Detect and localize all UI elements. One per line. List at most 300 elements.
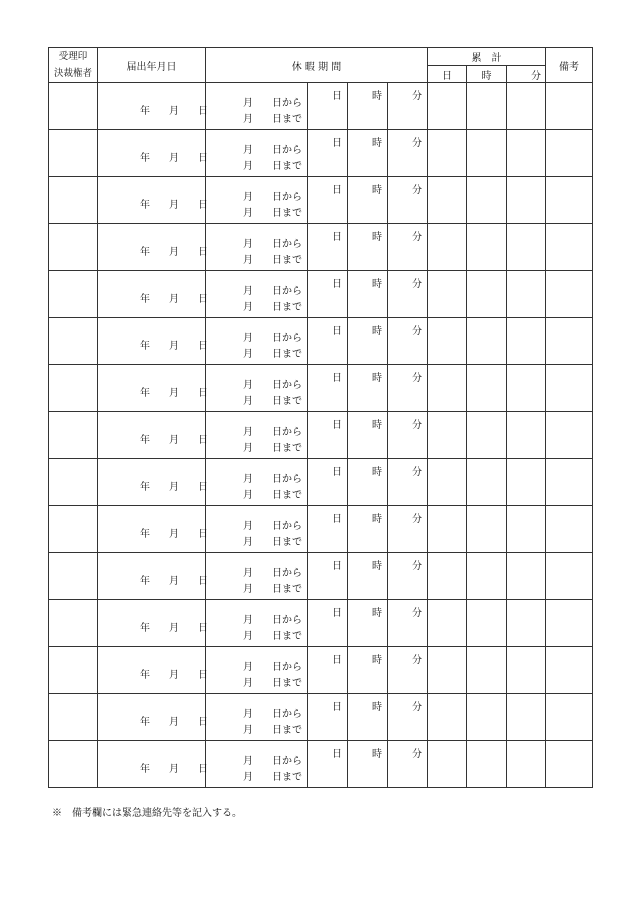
to-month-label: 月 xyxy=(243,631,253,642)
cumulative-hours-cell[interactable] xyxy=(467,506,507,553)
period-minutes-unit: 分 xyxy=(412,185,422,196)
period-minutes-unit: 分 xyxy=(412,749,422,760)
receipt-stamp-cell[interactable] xyxy=(49,741,98,788)
day-label: 日 xyxy=(198,153,208,164)
period-hours-unit: 時 xyxy=(372,514,382,525)
to-day-label: 日まで xyxy=(272,161,302,172)
cumulative-minutes-cell[interactable] xyxy=(507,130,546,177)
from-day-label: 日から xyxy=(272,145,302,156)
period-minutes-cell[interactable] xyxy=(388,365,428,412)
from-day-label: 日から xyxy=(272,521,302,532)
cumulative-hours-cell[interactable] xyxy=(467,741,507,788)
submission-date-cell[interactable] xyxy=(98,741,206,788)
table-row xyxy=(49,694,593,741)
cumulative-hours-cell[interactable] xyxy=(467,224,507,271)
month-label: 月 xyxy=(169,482,179,493)
day-label: 日 xyxy=(198,764,208,775)
leave-period-dates-cell[interactable] xyxy=(206,365,308,412)
submission-date-cell[interactable] xyxy=(98,506,206,553)
table-row xyxy=(49,83,593,130)
from-month-label: 月 xyxy=(243,427,253,438)
day-label: 日 xyxy=(198,576,208,587)
from-month-label: 月 xyxy=(243,286,253,297)
period-minutes-unit: 分 xyxy=(412,138,422,149)
table-row xyxy=(49,224,593,271)
receipt-stamp-cell[interactable] xyxy=(49,177,98,224)
period-hours-unit: 時 xyxy=(372,608,382,619)
to-day-label: 日まで xyxy=(272,537,302,548)
year-label: 年 xyxy=(140,247,150,258)
submission-date-cell[interactable] xyxy=(98,130,206,177)
to-day-label: 日まで xyxy=(272,208,302,219)
year-label: 年 xyxy=(140,576,150,587)
to-month-label: 月 xyxy=(243,584,253,595)
from-month-label: 月 xyxy=(243,521,253,532)
period-hours-cell[interactable] xyxy=(348,130,388,177)
cumulative-hours-cell[interactable] xyxy=(467,83,507,130)
period-days-unit: 日 xyxy=(332,514,342,525)
remarks-cell[interactable] xyxy=(546,694,593,741)
remarks-cell[interactable] xyxy=(546,553,593,600)
table-row xyxy=(49,365,593,412)
cumulative-hours-cell[interactable] xyxy=(467,459,507,506)
period-minutes-cell[interactable] xyxy=(388,130,428,177)
to-month-label: 月 xyxy=(243,725,253,736)
period-days-unit: 日 xyxy=(332,749,342,760)
period-hours-unit: 時 xyxy=(372,185,382,196)
period-days-unit: 日 xyxy=(332,561,342,572)
period-hours-cell[interactable] xyxy=(348,224,388,271)
cumulative-hours-cell[interactable] xyxy=(467,412,507,459)
receipt-stamp-cell[interactable] xyxy=(49,271,98,318)
remarks-header: 備考 xyxy=(546,48,593,83)
period-hours-unit: 時 xyxy=(372,91,382,102)
to-month-label: 月 xyxy=(243,302,253,313)
period-days-cell[interactable] xyxy=(308,83,348,130)
table-body xyxy=(49,48,593,788)
remarks-cell[interactable] xyxy=(546,83,593,130)
remarks-cell[interactable] xyxy=(546,224,593,271)
to-day-label: 日まで xyxy=(272,396,302,407)
cumulative-minutes-cell[interactable] xyxy=(507,600,546,647)
month-label: 月 xyxy=(169,388,179,399)
leave-period-dates-cell[interactable] xyxy=(206,412,308,459)
submission-date-cell[interactable] xyxy=(98,553,206,600)
from-day-label: 日から xyxy=(272,709,302,720)
receipt-stamp-cell[interactable] xyxy=(49,83,98,130)
to-day-label: 日まで xyxy=(272,678,302,689)
cumulative-days-cell[interactable] xyxy=(428,412,467,459)
period-hours-unit: 時 xyxy=(372,138,382,149)
submission-date-cell[interactable] xyxy=(98,694,206,741)
to-day-label: 日まで xyxy=(272,772,302,783)
table-row xyxy=(49,318,593,365)
receipt-approver-header xyxy=(49,48,98,83)
period-hours-cell[interactable] xyxy=(348,741,388,788)
period-hours-cell[interactable] xyxy=(348,318,388,365)
period-minutes-unit: 分 xyxy=(412,420,422,431)
period-hours-unit: 時 xyxy=(372,655,382,666)
submission-date-cell[interactable] xyxy=(98,412,206,459)
receipt-stamp-cell[interactable] xyxy=(49,600,98,647)
leave-record-table xyxy=(48,47,593,788)
from-day-label: 日から xyxy=(272,427,302,438)
to-month-label: 月 xyxy=(243,443,253,454)
cumulative-days-cell[interactable] xyxy=(428,694,467,741)
year-label: 年 xyxy=(140,623,150,634)
from-day-label: 日から xyxy=(272,662,302,673)
receipt-stamp-cell[interactable] xyxy=(49,365,98,412)
day-label: 日 xyxy=(198,247,208,258)
cumulative-minutes-cell[interactable] xyxy=(507,318,546,365)
submission-date-cell[interactable] xyxy=(98,647,206,694)
header-row xyxy=(49,48,593,66)
cumulative-header: 累 計 xyxy=(428,48,546,66)
submission-date-header: 届出年月日 xyxy=(98,48,206,83)
remarks-cell[interactable] xyxy=(546,365,593,412)
period-days-cell[interactable] xyxy=(308,318,348,365)
month-label: 月 xyxy=(169,576,179,587)
remarks-cell[interactable] xyxy=(546,318,593,365)
receipt-stamp-cell[interactable] xyxy=(49,224,98,271)
period-hours-cell[interactable] xyxy=(348,412,388,459)
period-hours-cell[interactable] xyxy=(348,83,388,130)
cumulative-days-cell[interactable] xyxy=(428,647,467,694)
period-minutes-cell[interactable] xyxy=(388,694,428,741)
cumulative-days-cell[interactable] xyxy=(428,130,467,177)
leave-period-dates-cell[interactable] xyxy=(206,741,308,788)
from-day-label: 日から xyxy=(272,192,302,203)
from-month-label: 月 xyxy=(243,615,253,626)
cumulative-hours-cell[interactable] xyxy=(467,271,507,318)
cumulative-day-header: 日 xyxy=(428,66,467,83)
period-minutes-unit: 分 xyxy=(412,373,422,384)
month-label: 月 xyxy=(169,153,179,164)
leave-period-dates-cell[interactable] xyxy=(206,600,308,647)
period-hours-cell[interactable] xyxy=(348,506,388,553)
receipt-stamp-cell[interactable] xyxy=(49,130,98,177)
submission-date-cell[interactable] xyxy=(98,318,206,365)
cumulative-hours-cell[interactable] xyxy=(467,647,507,694)
cumulative-minutes-cell[interactable] xyxy=(507,224,546,271)
cumulative-minutes-cell[interactable] xyxy=(507,412,546,459)
period-minutes-unit: 分 xyxy=(412,514,422,525)
approver-label: 決裁権者 xyxy=(53,68,92,79)
cumulative-hours-cell[interactable] xyxy=(467,694,507,741)
period-hours-unit: 時 xyxy=(372,373,382,384)
year-label: 年 xyxy=(140,435,150,446)
period-days-cell[interactable] xyxy=(308,459,348,506)
cumulative-days-cell[interactable] xyxy=(428,365,467,412)
from-day-label: 日から xyxy=(272,615,302,626)
receipt-stamp-cell[interactable] xyxy=(49,412,98,459)
period-minutes-cell[interactable] xyxy=(388,412,428,459)
cumulative-days-cell[interactable] xyxy=(428,459,467,506)
period-minutes-cell[interactable] xyxy=(388,647,428,694)
remarks-cell[interactable] xyxy=(546,177,593,224)
remarks-cell[interactable] xyxy=(546,741,593,788)
month-label: 月 xyxy=(169,764,179,775)
period-minutes-cell[interactable] xyxy=(388,318,428,365)
month-label: 月 xyxy=(169,717,179,728)
cumulative-hours-cell[interactable] xyxy=(467,365,507,412)
to-day-label: 日まで xyxy=(272,584,302,595)
leave-period-dates-cell[interactable] xyxy=(206,224,308,271)
remarks-cell[interactable] xyxy=(546,506,593,553)
month-label: 月 xyxy=(169,341,179,352)
cumulative-hours-cell[interactable] xyxy=(467,177,507,224)
cumulative-minutes-cell[interactable] xyxy=(507,177,546,224)
period-minutes-unit: 分 xyxy=(412,279,422,290)
to-day-label: 日まで xyxy=(272,725,302,736)
period-minutes-cell[interactable] xyxy=(388,506,428,553)
cumulative-hours-cell[interactable] xyxy=(467,553,507,600)
table-row xyxy=(49,130,593,177)
to-month-label: 月 xyxy=(243,255,253,266)
cumulative-days-cell[interactable] xyxy=(428,318,467,365)
period-days-cell[interactable] xyxy=(308,694,348,741)
cumulative-minutes-cell[interactable] xyxy=(507,694,546,741)
period-hours-unit: 時 xyxy=(372,467,382,478)
from-month-label: 月 xyxy=(243,145,253,156)
leave-period-dates-cell[interactable] xyxy=(206,459,308,506)
period-hours-cell[interactable] xyxy=(348,459,388,506)
cumulative-days-cell[interactable] xyxy=(428,741,467,788)
month-label: 月 xyxy=(169,435,179,446)
cumulative-minutes-cell[interactable] xyxy=(507,647,546,694)
month-label: 月 xyxy=(169,670,179,681)
period-minutes-unit: 分 xyxy=(412,467,422,478)
period-minutes-cell[interactable] xyxy=(388,553,428,600)
cumulative-hours-cell[interactable] xyxy=(467,600,507,647)
month-label: 月 xyxy=(169,200,179,211)
from-day-label: 日から xyxy=(272,333,302,344)
leave-period-dates-cell[interactable] xyxy=(206,553,308,600)
period-minutes-cell[interactable] xyxy=(388,459,428,506)
to-month-label: 月 xyxy=(243,114,253,125)
leave-period-dates-cell[interactable] xyxy=(206,318,308,365)
submission-date-cell[interactable] xyxy=(98,224,206,271)
period-minutes-unit: 分 xyxy=(412,91,422,102)
period-days-cell[interactable] xyxy=(308,506,348,553)
to-month-label: 月 xyxy=(243,349,253,360)
year-label: 年 xyxy=(140,341,150,352)
submission-date-cell[interactable] xyxy=(98,83,206,130)
period-days-cell[interactable] xyxy=(308,647,348,694)
cumulative-minutes-cell[interactable] xyxy=(507,365,546,412)
period-days-cell[interactable] xyxy=(308,130,348,177)
year-label: 年 xyxy=(140,670,150,681)
period-minutes-cell[interactable] xyxy=(388,177,428,224)
period-days-cell[interactable] xyxy=(308,177,348,224)
submission-date-cell[interactable] xyxy=(98,271,206,318)
day-label: 日 xyxy=(198,435,208,446)
period-days-unit: 日 xyxy=(332,91,342,102)
period-minutes-unit: 分 xyxy=(412,326,422,337)
period-days-cell[interactable] xyxy=(308,365,348,412)
cumulative-hour-header: 時 xyxy=(467,66,507,83)
to-day-label: 日まで xyxy=(272,114,302,125)
cumulative-minute-header: 分 xyxy=(507,66,546,83)
to-day-label: 日まで xyxy=(272,255,302,266)
receipt-stamp-cell[interactable] xyxy=(49,553,98,600)
year-label: 年 xyxy=(140,106,150,117)
to-day-label: 日まで xyxy=(272,349,302,360)
period-hours-cell[interactable] xyxy=(348,271,388,318)
day-label: 日 xyxy=(198,717,208,728)
leave-period-dates-cell[interactable] xyxy=(206,506,308,553)
receipt-stamp-cell[interactable] xyxy=(49,694,98,741)
day-label: 日 xyxy=(198,623,208,634)
period-minutes-unit: 分 xyxy=(412,232,422,243)
period-hours-unit: 時 xyxy=(372,326,382,337)
period-days-cell[interactable] xyxy=(308,741,348,788)
month-label: 月 xyxy=(169,294,179,305)
cumulative-minutes-cell[interactable] xyxy=(507,271,546,318)
period-days-unit: 日 xyxy=(332,702,342,713)
cumulative-minutes-cell[interactable] xyxy=(507,83,546,130)
submission-date-cell[interactable] xyxy=(98,365,206,412)
from-month-label: 月 xyxy=(243,380,253,391)
period-minutes-unit: 分 xyxy=(412,655,422,666)
period-minutes-cell[interactable] xyxy=(388,271,428,318)
month-label: 月 xyxy=(169,623,179,634)
cumulative-hours-cell[interactable] xyxy=(467,130,507,177)
leave-period-dates-cell[interactable] xyxy=(206,177,308,224)
period-hours-cell[interactable] xyxy=(348,365,388,412)
leave-period-dates-cell[interactable] xyxy=(206,83,308,130)
from-day-label: 日から xyxy=(272,568,302,579)
day-label: 日 xyxy=(198,294,208,305)
period-days-cell[interactable] xyxy=(308,600,348,647)
remarks-cell[interactable] xyxy=(546,600,593,647)
cumulative-days-cell[interactable] xyxy=(428,600,467,647)
from-day-label: 日から xyxy=(272,380,302,391)
period-hours-unit: 時 xyxy=(372,702,382,713)
period-minutes-cell[interactable] xyxy=(388,224,428,271)
remarks-cell[interactable] xyxy=(546,459,593,506)
period-minutes-unit: 分 xyxy=(412,561,422,572)
remarks-cell[interactable] xyxy=(546,647,593,694)
period-hours-unit: 時 xyxy=(372,279,382,290)
from-month-label: 月 xyxy=(243,662,253,673)
to-month-label: 月 xyxy=(243,678,253,689)
period-hours-cell[interactable] xyxy=(348,600,388,647)
year-label: 年 xyxy=(140,153,150,164)
day-label: 日 xyxy=(198,341,208,352)
period-days-unit: 日 xyxy=(332,467,342,478)
period-hours-cell[interactable] xyxy=(348,553,388,600)
period-days-unit: 日 xyxy=(332,232,342,243)
from-month-label: 月 xyxy=(243,239,253,250)
table-row xyxy=(49,459,593,506)
month-label: 月 xyxy=(169,529,179,540)
submission-date-cell[interactable] xyxy=(98,600,206,647)
year-label: 年 xyxy=(140,764,150,775)
table-row xyxy=(49,600,593,647)
table-row xyxy=(49,741,593,788)
submission-date-cell[interactable] xyxy=(98,459,206,506)
period-minutes-cell[interactable] xyxy=(388,600,428,647)
cumulative-days-cell[interactable] xyxy=(428,224,467,271)
table-row xyxy=(49,271,593,318)
receipt-stamp-cell[interactable] xyxy=(49,459,98,506)
cumulative-minutes-cell[interactable] xyxy=(507,506,546,553)
cumulative-hours-cell[interactable] xyxy=(467,318,507,365)
period-days-cell[interactable] xyxy=(308,553,348,600)
remarks-cell[interactable] xyxy=(546,130,593,177)
from-day-label: 日から xyxy=(272,756,302,767)
remarks-cell[interactable] xyxy=(546,412,593,459)
cumulative-minutes-cell[interactable] xyxy=(507,553,546,600)
period-hours-unit: 時 xyxy=(372,420,382,431)
receipt-stamp-cell[interactable] xyxy=(49,318,98,365)
day-label: 日 xyxy=(198,388,208,399)
from-month-label: 月 xyxy=(243,474,253,485)
cumulative-days-cell[interactable] xyxy=(428,553,467,600)
year-label: 年 xyxy=(140,294,150,305)
from-day-label: 日から xyxy=(272,474,302,485)
receipt-stamp-cell[interactable] xyxy=(49,506,98,553)
leave-period-dates-cell[interactable] xyxy=(206,271,308,318)
period-days-cell[interactable] xyxy=(308,271,348,318)
period-days-unit: 日 xyxy=(332,655,342,666)
cumulative-minutes-cell[interactable] xyxy=(507,459,546,506)
to-day-label: 日まで xyxy=(272,490,302,501)
to-month-label: 月 xyxy=(243,396,253,407)
period-hours-cell[interactable] xyxy=(348,694,388,741)
to-day-label: 日まで xyxy=(272,631,302,642)
remarks-cell[interactable] xyxy=(546,271,593,318)
leave-period-header: 休 暇 期 間 xyxy=(206,48,428,83)
period-minutes-cell[interactable] xyxy=(388,741,428,788)
cumulative-days-cell[interactable] xyxy=(428,177,467,224)
period-hours-cell[interactable] xyxy=(348,647,388,694)
from-day-label: 日から xyxy=(272,98,302,109)
period-days-unit: 日 xyxy=(332,373,342,384)
period-days-cell[interactable] xyxy=(308,412,348,459)
receipt-stamp-cell[interactable] xyxy=(49,647,98,694)
month-label: 月 xyxy=(169,247,179,258)
from-day-label: 日から xyxy=(272,286,302,297)
to-day-label: 日まで xyxy=(272,443,302,454)
period-hours-cell[interactable] xyxy=(348,177,388,224)
table-row xyxy=(49,647,593,694)
period-minutes-cell[interactable] xyxy=(388,83,428,130)
from-month-label: 月 xyxy=(243,333,253,344)
leave-period-dates-cell[interactable] xyxy=(206,130,308,177)
period-days-unit: 日 xyxy=(332,279,342,290)
to-month-label: 月 xyxy=(243,208,253,219)
period-days-cell[interactable] xyxy=(308,224,348,271)
submission-date-cell[interactable] xyxy=(98,177,206,224)
year-label: 年 xyxy=(140,388,150,399)
cumulative-days-cell[interactable] xyxy=(428,83,467,130)
leave-period-dates-cell[interactable] xyxy=(206,647,308,694)
month-label: 月 xyxy=(169,106,179,117)
leave-period-dates-cell[interactable] xyxy=(206,694,308,741)
receipt-stamp-label: 受理印 xyxy=(58,51,88,62)
cumulative-minutes-cell[interactable] xyxy=(507,741,546,788)
to-month-label: 月 xyxy=(243,537,253,548)
cumulative-days-cell[interactable] xyxy=(428,271,467,318)
cumulative-days-cell[interactable] xyxy=(428,506,467,553)
table-row xyxy=(49,177,593,224)
from-month-label: 月 xyxy=(243,709,253,720)
period-days-unit: 日 xyxy=(332,185,342,196)
day-label: 日 xyxy=(198,106,208,117)
day-label: 日 xyxy=(198,529,208,540)
